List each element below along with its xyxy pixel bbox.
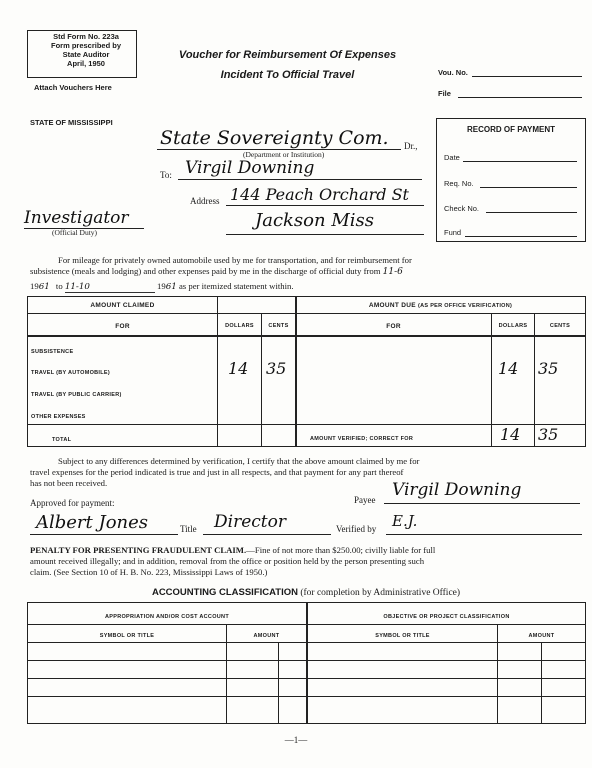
col-dollars-due: DOLLARS: [498, 323, 528, 329]
title-value: Director: [214, 512, 286, 532]
row-travel-auto-due-dollars: 14: [498, 359, 519, 378]
verified-dollars: 14: [500, 425, 521, 444]
rop-req-line: [480, 187, 577, 188]
to-date-value: 11-10: [65, 282, 155, 293]
row-travel-auto-dollars: 14: [228, 359, 249, 378]
classification-subtitle: (for completion by Administrative Office): [300, 588, 461, 598]
rop-date-line: [463, 161, 577, 162]
year-prefix-1: 19: [30, 281, 39, 291]
title-line2: Incident To Official Travel: [220, 69, 355, 81]
verified-by-label: Verified by: [336, 524, 377, 534]
address-line1-rule: [226, 205, 424, 206]
col-cents-claimed: CENTS: [268, 323, 289, 329]
duty-caption: (Official Duty): [52, 228, 98, 237]
page-title: [150, 45, 425, 85]
verified-by-value: E.J.: [392, 512, 418, 530]
form-id-line1: Std Form No. 223a: [53, 32, 119, 41]
to-value: Virgil Downing: [185, 158, 315, 178]
rop-check-line: [486, 212, 577, 213]
mileage-line1: For mileage for privately owned automobile used by me for transportation, and for reimbursement for: [58, 255, 412, 265]
form-id-line3: State Auditor: [62, 50, 110, 59]
amount-due-header: [296, 302, 585, 309]
payee-line: [384, 503, 580, 504]
page-number: —1—: [284, 735, 308, 745]
form-id-text: [38, 32, 134, 68]
col-for-due: FOR: [386, 323, 401, 330]
year-prefix-2: 19: [157, 281, 166, 291]
file-label: File: [438, 89, 451, 98]
appropriation-header: APPROPRIATION AND/OR COST ACCOUNT: [105, 614, 229, 620]
address-label: Address: [190, 196, 220, 206]
total-label: TOTAL: [52, 437, 72, 443]
penalty-heading: PENALTY FOR PRESENTING FRAUDULENT CLAIM.: [30, 545, 247, 555]
title-label: Title: [180, 524, 197, 534]
classification-table: [27, 602, 586, 724]
row-travel-auto-label: TRAVEL (BY AUTOMOBILE): [31, 370, 111, 376]
right-symbol-col: SYMBOL OR TITLE: [375, 633, 430, 639]
objective-header: OBJECTIVE OR PROJECT CLASSIFICATION: [383, 614, 510, 620]
row-travel-auto-cents: 35: [266, 359, 287, 378]
address-line2-rule: [226, 234, 424, 235]
col-dollars-claimed: DOLLARS: [225, 323, 254, 329]
department-value: State Sovereignty Com.: [160, 127, 389, 149]
form-id-line2: Form prescribed by: [50, 41, 122, 50]
certify-line2: travel expenses for the period indicated is true and just in all respects, and that payment for any part thereof: [30, 467, 404, 477]
row-other-label: OTHER EXPENSES: [31, 414, 86, 420]
penalty-line3: claim. (See Section 10 of H. B. No. 223, Mississippi Laws of 1950.): [30, 567, 268, 577]
year-1-value: 61: [38, 282, 50, 292]
verified-cents: 35: [538, 425, 559, 444]
mileage-line2: [30, 266, 582, 278]
approved-signature: Albert Jones: [36, 512, 149, 533]
rop-date-label: Date: [444, 153, 460, 162]
penalty-paragraph: [30, 545, 582, 578]
row-subsistence-label: SUBSISTENCE: [31, 349, 74, 355]
department-caption: (Department or Institution): [243, 150, 325, 159]
payee-label: Payee: [354, 495, 376, 505]
left-symbol-col: SYMBOL OR TITLE: [99, 633, 155, 639]
title-line1: Voucher for Reimbursement Of Expenses: [178, 49, 397, 61]
classification-title: [30, 587, 582, 598]
rop-fund-line: [465, 236, 577, 237]
classification-title-text: ACCOUNTING CLASSIFICATION: [151, 587, 298, 598]
mileage-line2-text: subsistence (meals and lodging) and other expenses paid by me in the discharge of official duty from: [30, 266, 381, 276]
rop-fund-label: Fund: [444, 228, 462, 237]
state-label: STATE OF MISSISSIPPI: [30, 118, 113, 127]
to-line: [178, 179, 422, 180]
right-amount-col: AMOUNT: [528, 633, 555, 639]
file-line: [458, 97, 582, 98]
approved-label: Approved for payment:: [30, 498, 115, 508]
vou-no-line: [472, 76, 582, 77]
amount-verified-label: AMOUNT VERIFIED; CORRECT FOR: [310, 436, 414, 442]
penalty-line1: [30, 545, 582, 556]
mileage-paragraph: [30, 255, 582, 278]
penalty-text1: —Fine of not more than $250.00; civilly liable for full: [246, 545, 436, 555]
record-of-payment-title: RECORD OF PAYMENT: [466, 125, 555, 134]
vou-no-label: Vou. No.: [438, 68, 468, 77]
col-cents-due: CENTS: [549, 323, 571, 329]
verified-by-line: [386, 534, 582, 535]
mileage-tail: as per itemized statement within.: [178, 281, 294, 291]
amount-due-label: AMOUNT DUE: [368, 302, 416, 309]
payee-signature: Virgil Downing: [392, 480, 522, 500]
left-amount-col: AMOUNT: [253, 633, 280, 639]
row-travel-auto-due-cents: 35: [538, 359, 559, 378]
from-date-value: 11-6: [382, 267, 403, 277]
address-line2: Jackson Miss: [255, 210, 374, 231]
penalty-line2: amount received illegally; and in addition, removal from the office or position held by the person presenting such: [30, 556, 425, 566]
amount-table: [27, 296, 586, 447]
to-word: to: [55, 281, 63, 291]
amount-due-sub: (AS PER OFFICE VERIFICATION): [418, 303, 513, 309]
row-travel-public-label: TRAVEL (BY PUBLIC CARRIER): [31, 392, 122, 398]
year-2-value: 61: [165, 282, 177, 292]
to-label: To:: [160, 170, 172, 180]
attach-note: Attach Vouchers Here: [34, 83, 112, 92]
mileage-line3: [30, 281, 294, 293]
duty-value: Investigator: [24, 208, 129, 228]
address-line1: 144 Peach Orchard St: [230, 185, 409, 204]
department-suffix: Dr.,: [404, 141, 418, 151]
amount-claimed-header: AMOUNT CLAIMED: [90, 302, 155, 309]
certify-line1: Subject to any differences determined by verification, I certify that the above amount claimed by me for: [58, 456, 420, 466]
rop-check-label: Check No.: [444, 204, 480, 213]
rop-req-label: Req. No.: [444, 179, 474, 188]
title-line: [203, 534, 331, 535]
form-id-line4: April, 1950: [67, 59, 105, 68]
col-for-claimed: FOR: [115, 323, 130, 330]
certify-line3: has not been received.: [30, 478, 108, 488]
approved-line: [30, 534, 178, 535]
